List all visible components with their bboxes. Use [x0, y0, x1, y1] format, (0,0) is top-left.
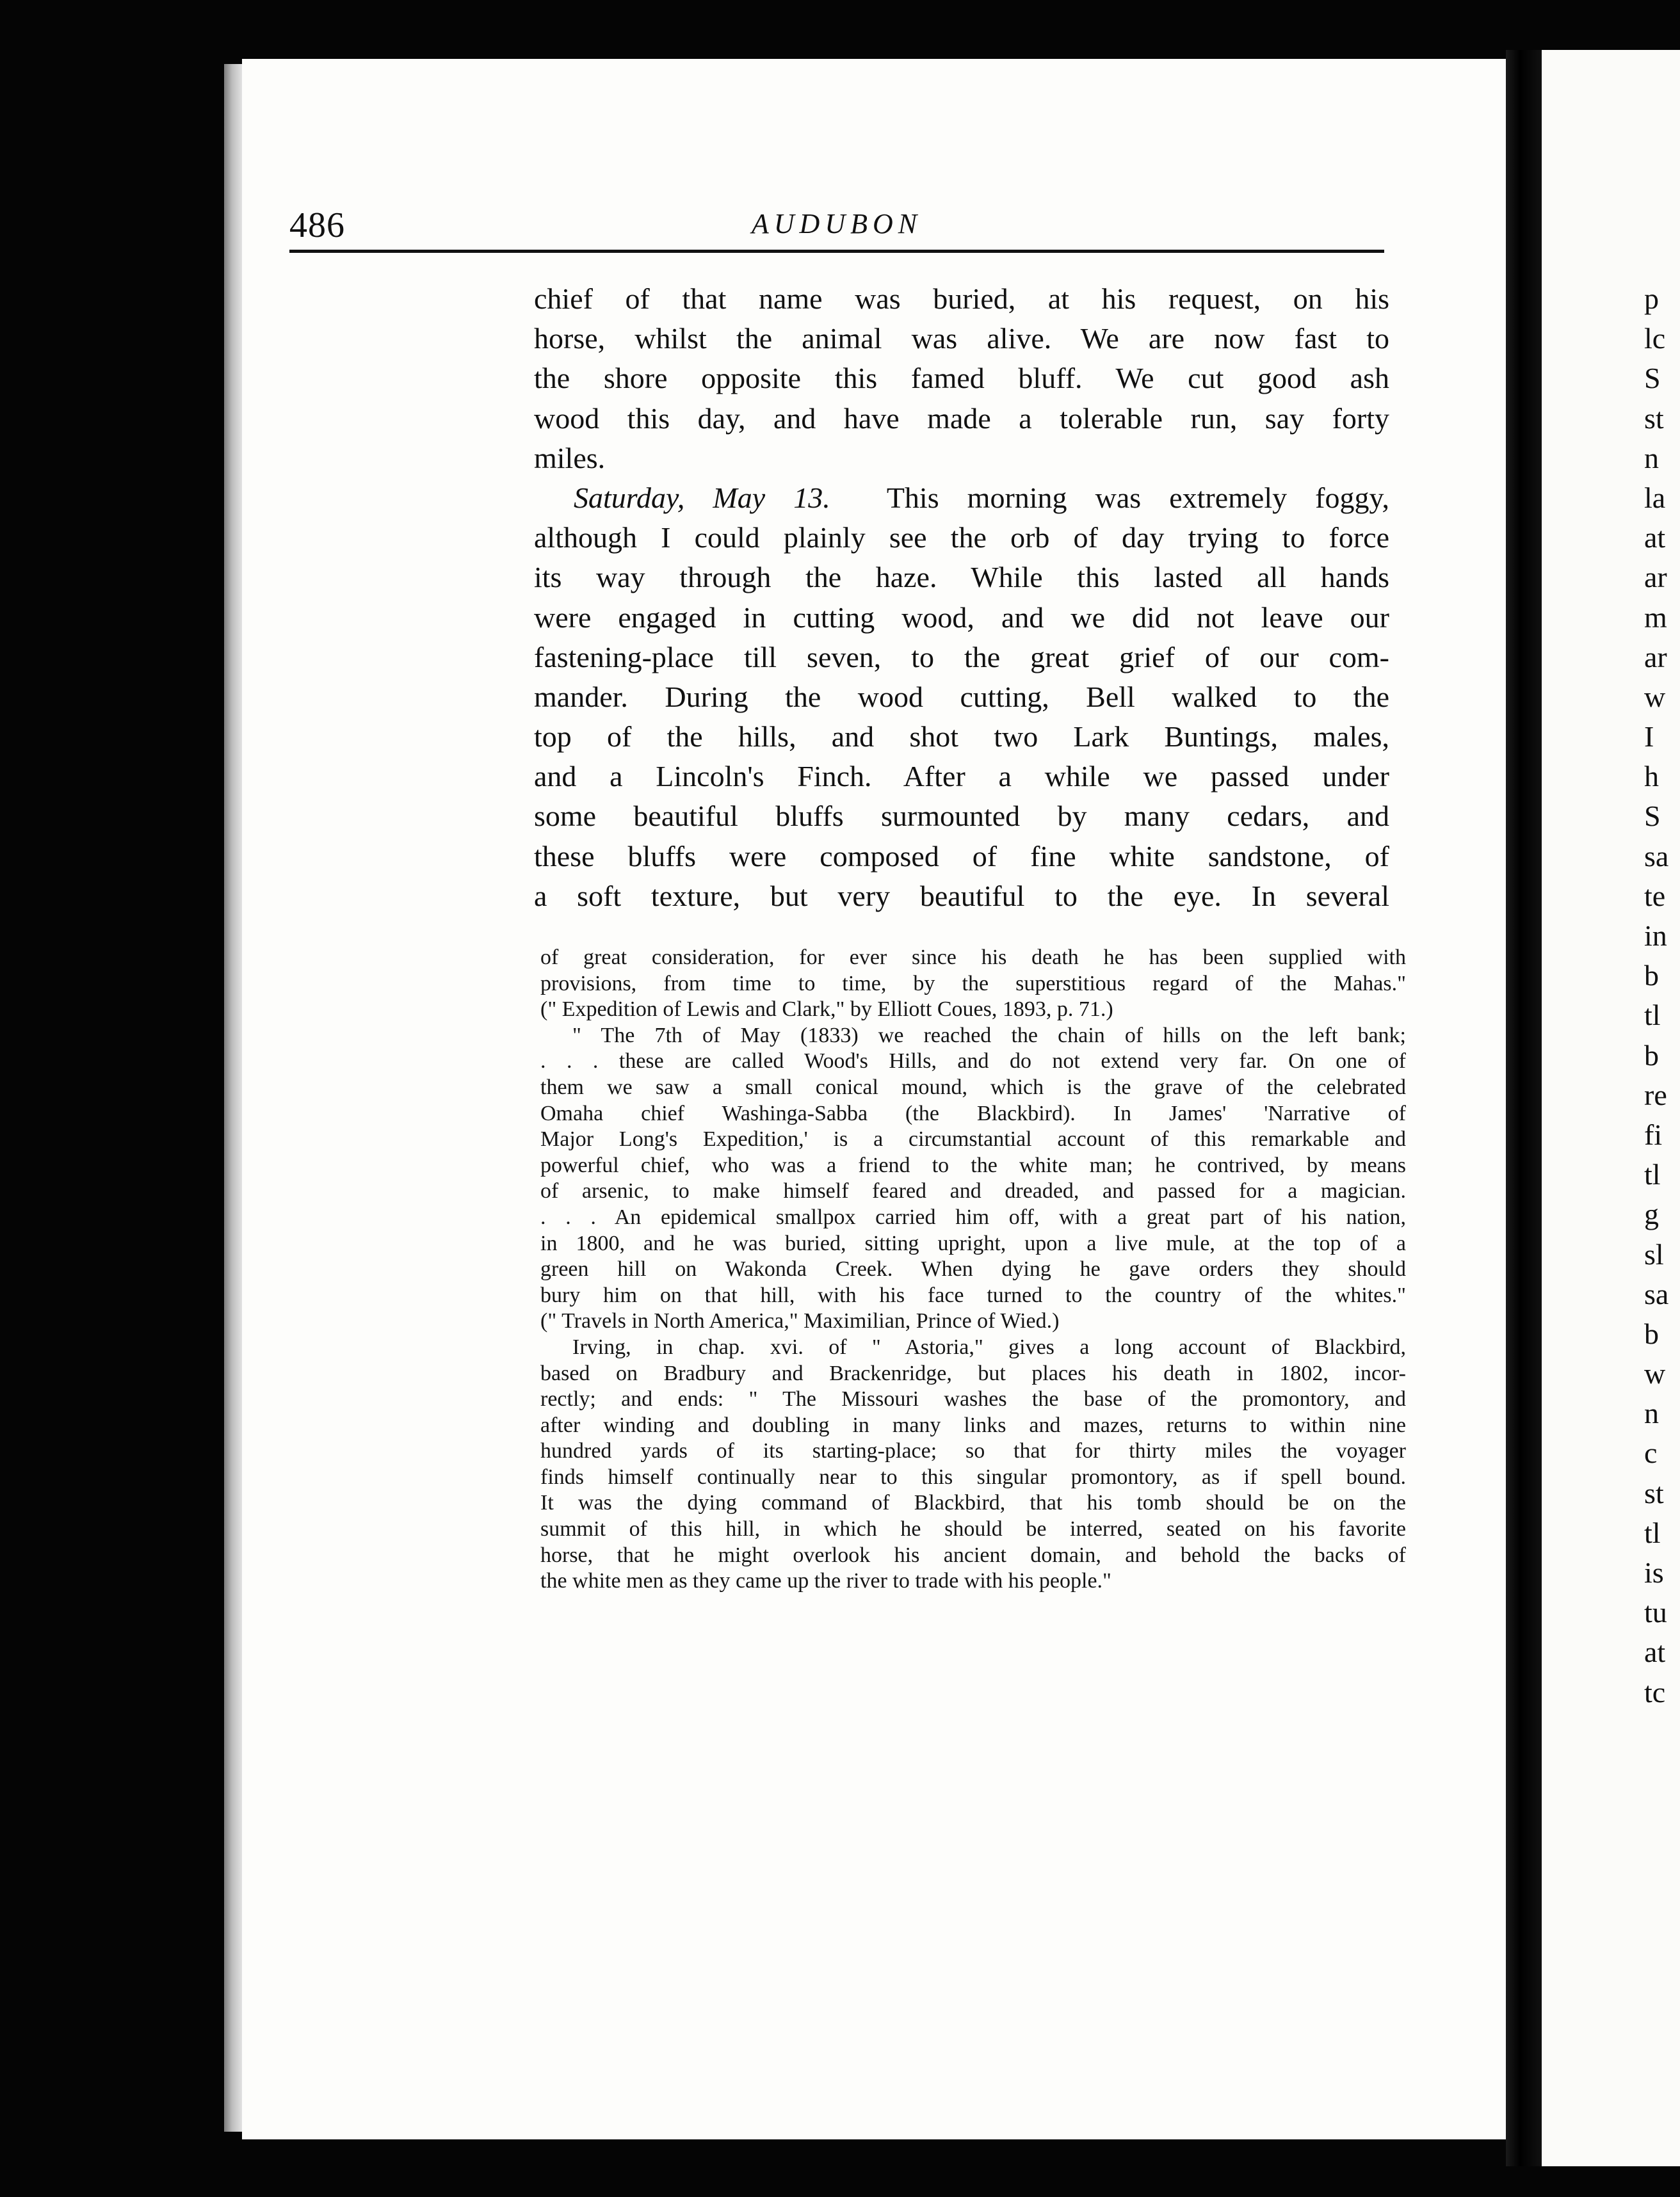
- facing-page-fragment: w: [1644, 1357, 1666, 1390]
- note-line: . . . these are called Wood's Hills, and do not extend very far. On one of: [540, 1049, 1406, 1074]
- facing-page-fragment: n: [1644, 441, 1659, 474]
- page-edge: [224, 64, 242, 2132]
- entry-date: Saturday, May 13.: [574, 481, 830, 514]
- facing-page-fragment: tl: [1644, 1516, 1661, 1549]
- note-line: Major Long's Expedition,' is a circumstantial account of this remarkable and: [540, 1127, 1406, 1152]
- running-head: [289, 205, 1384, 256]
- facing-page-fragment: tc: [1644, 1675, 1666, 1709]
- facing-page-text: [1644, 279, 1680, 1712]
- facing-page-fragment: b: [1644, 1317, 1659, 1350]
- header-rule: [289, 250, 1384, 253]
- facing-page-fragment: tl: [1644, 999, 1661, 1032]
- text-line: these bluffs were composed of fine white sandstone, of: [534, 839, 1389, 873]
- page-number: 486: [289, 205, 345, 245]
- facing-page-fragment: b: [1644, 1038, 1659, 1072]
- facing-page-fragment: S: [1644, 800, 1661, 833]
- text-line: wood this day, and have made a tolerable run, say forty: [534, 401, 1389, 435]
- facing-page-fragment: tu: [1644, 1596, 1667, 1629]
- running-title: AUDUBON: [751, 208, 923, 239]
- facing-page-fragment: re: [1644, 1078, 1667, 1111]
- book-gutter: [1506, 50, 1542, 2166]
- text-line: although I could plainly see the orb of day trying to force: [534, 521, 1389, 554]
- note-line: Irving, in chap. xvi. of " Astoria," gives a long account of Blackbird,: [572, 1335, 1406, 1359]
- facing-page-fragment: w: [1644, 680, 1666, 713]
- note-line: summit of this hill, in which he should be interred, seated on his favorite: [540, 1517, 1406, 1541]
- facing-page-fragment: I: [1644, 720, 1654, 753]
- note-line: powerful chief, who was a friend to the white man; he contrived, by means: [540, 1153, 1406, 1177]
- note-line: of great consideration, for ever since his death he has been supplied with: [540, 946, 1406, 969]
- facing-page-fragment: in: [1644, 919, 1667, 952]
- note-line: bury him on that hill, with his face turned to the country of the whites.": [540, 1283, 1406, 1307]
- facing-page-fragment: at: [1644, 1636, 1666, 1669]
- note-line: Omaha chief Washinga-Sabba (the Blackbird). In James' 'Narrative of: [540, 1101, 1406, 1125]
- text-line: were engaged in cutting wood, and we did not leave our: [534, 600, 1389, 634]
- facing-page-fragment: is: [1644, 1556, 1664, 1589]
- facing-page-fragment: b: [1644, 959, 1659, 992]
- facing-page-fragment: st: [1644, 1476, 1664, 1509]
- note-line: after winding and doubling in many links and mazes, returns to within nine: [540, 1413, 1406, 1437]
- text-line: top of the hills, and shot two Lark Buntings, males,: [534, 720, 1389, 753]
- text-line: some beautiful bluffs surmounted by many cedars, and: [534, 800, 1389, 833]
- facing-page-fragment: at: [1644, 521, 1666, 554]
- note-line: provisions, from time to time, by the superstitious regard of the Mahas.": [540, 971, 1406, 995]
- note-line: . . . An epidemical smallpox carried him off, with a great part of his nation,: [540, 1205, 1406, 1229]
- footnote-block: [540, 945, 1406, 1595]
- facing-page-fragment: h: [1644, 760, 1659, 793]
- note-line: green hill on Wakonda Creek. When dying he gave orders they should: [540, 1257, 1406, 1282]
- note-line: rectly; and ends: " The Missouri washes the base of the promontory, and: [540, 1387, 1406, 1412]
- facing-page-fragment: fi: [1644, 1118, 1663, 1151]
- facing-page-fragment: S: [1644, 362, 1661, 395]
- note-line: based on Bradbury and Brackenridge, but places his death in 1802, incor-: [540, 1361, 1406, 1385]
- note-line: of arsenic, to make himself feared and dreaded, and passed for a magician.: [540, 1179, 1406, 1203]
- note-line: horse, that he might overlook his ancient domain, and behold the backs of: [540, 1543, 1406, 1567]
- note-line: " The 7th of May (1833) we reached the chain of hills on the left bank;: [572, 1023, 1406, 1047]
- facing-page-fragment: sa: [1644, 1277, 1669, 1310]
- text-line: horse, whilst the animal was alive. We are now fast to: [534, 322, 1389, 355]
- text-line-dated: [534, 478, 1389, 518]
- facing-page-fragment: ar: [1644, 561, 1667, 594]
- note-line: them we saw a small conical mound, which is the grave of the celebrated: [540, 1075, 1406, 1099]
- facing-page-fragment: st: [1644, 401, 1664, 435]
- facing-page-fragment: c: [1644, 1436, 1658, 1470]
- text-line: a soft texture, but very beautiful to the eye. In several: [534, 879, 1389, 912]
- text-line: chief of that name was buried, at his request, on his: [534, 282, 1389, 315]
- text-line: miles.: [534, 441, 606, 474]
- text-line: fastening-place till seven, to the great grief of our com-: [534, 640, 1389, 673]
- facing-page-fragment: tl: [1644, 1158, 1661, 1191]
- note-line: It was the dying command of Blackbird, that his tomb should be on the: [540, 1491, 1406, 1515]
- facing-page-fragment: g: [1644, 1198, 1659, 1231]
- facing-page-fragment: sa: [1644, 839, 1669, 873]
- text-line: the shore opposite this famed bluff. We cut good ash: [534, 362, 1389, 395]
- note-line: (" Travels in North America," Maximilian, Prince of Wied.): [540, 1309, 1060, 1333]
- facing-page-fragment: la: [1644, 481, 1666, 514]
- facing-page-fragment: p: [1644, 282, 1659, 315]
- facing-page-fragment: te: [1644, 879, 1666, 912]
- note-line: finds himself continually near to this singular promontory, as if spell bound.: [540, 1465, 1406, 1489]
- facing-page-fragment: ar: [1644, 640, 1667, 673]
- text-line: its way through the haze. While this lasted all hands: [534, 561, 1389, 594]
- facing-page-fragment: sl: [1644, 1237, 1664, 1271]
- note-line: (" Expedition of Lewis and Clark," by Elliott Coues, 1893, p. 71.): [540, 997, 1113, 1022]
- note-line: hundred yards of its starting-place; so that for thirty miles the voyager: [540, 1439, 1406, 1463]
- facing-page-fragment: m: [1644, 600, 1667, 634]
- note-line: the white men as they came up the river to trade with his people.": [540, 1569, 1111, 1593]
- facing-page-fragment: n: [1644, 1397, 1659, 1430]
- entry-text: This morning was extremely foggy,: [886, 481, 1389, 514]
- facing-page-fragment: lc: [1644, 322, 1666, 355]
- note-line: in 1800, and he was buried, sitting upright, upon a live mule, at the top of a: [540, 1231, 1406, 1255]
- text-line: and a Lincoln's Finch. After a while we passed under: [534, 760, 1389, 793]
- main-text: [534, 279, 1389, 916]
- text-line: mander. During the wood cutting, Bell walked to the: [534, 680, 1389, 713]
